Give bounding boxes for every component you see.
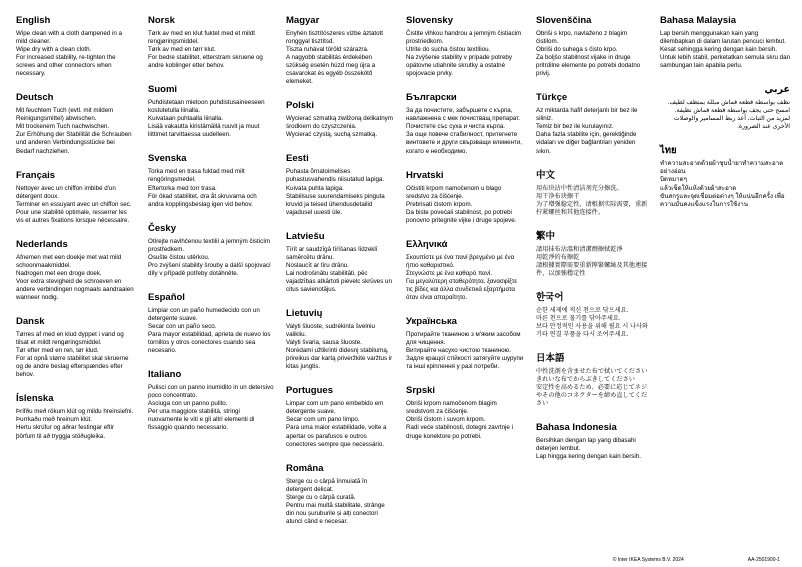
instruction-text: Kesat sehingga kering dengan kain bersih. <box>660 46 777 54</box>
language-section <box>148 85 274 139</box>
instruction-text: Протирайте тканиною з м'яким засобом для чищення. <box>406 331 521 347</box>
language-section <box>16 171 134 225</box>
instruction-text: Bersihkan dengan lap yang dibasahi deterjen lembut. <box>536 437 636 453</box>
instruction-text: 为了增强稳定性，请根据实际需要，重新拧紧螺丝和其他连接件。 <box>536 200 648 216</box>
instruction-text: บิดหมาดๆ <box>660 176 687 184</box>
instruction-text: Enyhén tisztítószeres vizbe áztatott ronggyal tisztítsd. <box>286 29 383 45</box>
instruction-text: Wycierać szmatką zwilżoną delikatnym środkiem do czyszczenia. <box>286 115 393 131</box>
language-title: Español <box>148 291 185 303</box>
language-title: Slovenščina <box>536 15 592 26</box>
instruction-text: Terminer en essuyant avec un chiffon sec. <box>16 200 132 208</box>
document-number: AA-2501900-1 <box>747 557 780 563</box>
instruction-text: Untuk lebih stabil, perketatkan semula skru dan sambungan lain apabila perlu. <box>660 54 791 70</box>
language-title: Italiano <box>148 369 182 381</box>
instruction-text: Wipe dry with a clean cloth. <box>16 46 92 54</box>
language-title: Français <box>16 169 56 181</box>
instruction-text: Prebrisati čistom krpom. <box>406 200 473 208</box>
instruction-text: 用干净布块擦干 <box>536 192 580 200</box>
language-title: Eesti <box>286 153 309 165</box>
language-section <box>406 240 524 302</box>
column-3 <box>286 16 394 541</box>
language-title: Norsk <box>148 15 175 26</box>
instruction-text: 安定性を高めるため、必要に応じてネジやその他のコネクターを締め直してください <box>536 384 648 408</box>
language-section <box>536 423 648 461</box>
instruction-text: Obriši s krpo, navlaženo z blagim čistilom. <box>536 29 628 45</box>
language-section <box>406 317 524 371</box>
instruction-text: نظف بواسطة قطعة قماش مبللة بمنظف لطيف. <box>667 99 790 107</box>
instruction-text: Σκουπίστε με ένα πανί βρεγμένο με ένα ήπιο καθαριστικό. <box>406 253 515 269</box>
instruction-text: Nettoyer avec un chiffon imbibé d'un détergent doux. <box>16 184 116 200</box>
instruction-text: Zur Erhöhung der Stabilität die Schrauben und anderen Verbindungsstücke bei Bedarf nachziehen. <box>16 131 132 155</box>
column-2 <box>148 16 274 448</box>
language-section <box>148 224 274 278</box>
instruction-text: Obriši krpom namočenom blagim sredstvom za čišćenje. <box>406 400 497 416</box>
language-section <box>286 464 394 526</box>
instruction-text: For bedre stabilitet, etterstram skruene og andre koblinger etter behov. <box>148 54 263 70</box>
language-title: 日本語 <box>536 353 565 365</box>
instruction-text: Tiszta ruhával töröld szárazra. <box>286 46 369 54</box>
language-title: 中文 <box>536 169 556 181</box>
language-title: Ελληνικά <box>406 238 448 250</box>
instruction-text: Secar com um pano limpo. <box>286 416 360 424</box>
instruction-text: Șterge cu o cârpă înmuiată în detergent delicat. <box>286 477 368 493</box>
instruction-text: Da biste povećali stabilnost, po potrebi ponovno pritegnite vijke i druge spojeve. <box>406 208 517 224</box>
instruction-text: Витирайте насухо чистою тканиною. <box>406 347 511 355</box>
language-title: Latviešu <box>286 230 325 242</box>
instruction-text: Limpiar con un paño humedecido con un detergente suave. <box>148 306 260 322</box>
language-title: Srpski <box>406 385 436 397</box>
language-title: Nederlands <box>16 238 68 250</box>
instruction-text: Pro zvýšení stability šrouby a další spojovací díly v případě potřeby dotáhněte. <box>148 261 271 277</box>
instruction-text: For increased stability, re-tighten the screws and other connectors when necessary. <box>16 54 116 78</box>
language-section <box>286 101 394 139</box>
instruction-text: Þurrkaðu með hreinum klút. <box>16 416 93 424</box>
language-section <box>536 232 648 278</box>
instruction-text: Per una maggiore stabilità, stringi nuovamente le viti e gli altri elementi di fissaggio quando necessario. <box>148 408 255 432</box>
instruction-text: Afnemen met een doekje met wat mild schoonmaakmiddel. <box>16 253 122 269</box>
language-title: Hrvatski <box>406 169 444 181</box>
instruction-text: แล้วเช็ดให้แห้งด้วยผ้าสะอาด <box>660 184 737 192</box>
instruction-text: Почистете със суха и чиста кърпа. <box>406 123 505 131</box>
language-section <box>16 16 134 78</box>
instruction-text: Lai nodrošinātu stabilitāti, pēc vajadzības atkārtoti pievelc skrūves un citus savienotājus. <box>286 269 392 293</box>
language-section <box>406 16 524 78</box>
language-section <box>406 386 524 440</box>
language-section <box>16 93 134 155</box>
column-4 <box>406 16 524 456</box>
language-title: Български <box>406 92 457 104</box>
instruction-text: Για μεγαλύτερη σταθερότητα, ξανασφίξτε τις βίδες και άλλα συνδετικά εξαρτήματα όταν είναι απαραίτητο. <box>406 277 518 302</box>
instruction-text: 中性洗剤を含ませた布で拭いてください <box>536 368 648 376</box>
instruction-text: Osušte čistou utěrkou. <box>148 253 210 261</box>
language-title: Türkçe <box>536 92 568 104</box>
language-section <box>406 93 524 155</box>
language-title: Bahasa Malaysia <box>660 15 737 26</box>
instruction-text: ขันสกรูและจุดเชื่อมต่อต่างๆ ให้แน่นอีกครั้ง เพื่อความมั่นคงแข็งแรงในการใช้งาน <box>660 192 785 208</box>
instruction-text: Radi veće stabilnosti, dotegni zavrtnje i druge konektore po potrebi. <box>406 424 513 440</box>
language-title: Polski <box>286 100 314 112</box>
instruction-text: Wycierać czystą, suchą szmatką. <box>286 131 378 139</box>
language-title: Svenska <box>148 153 187 165</box>
language-section <box>286 154 394 216</box>
instruction-text: За още повече стабилност, притегнете винтовете и други свързващи елементи, когато е необходимо. <box>406 131 523 155</box>
instruction-text: 마른 천으로 물기를 닦아주세요. <box>536 314 621 322</box>
instruction-text: لمزيد من الثبات، أعد ربط المسامير والوصلات الأخرى عند الضرورة. <box>673 115 790 131</box>
instruction-text: Tør efter med en ren, tør klud. <box>16 347 99 355</box>
instruction-text: For at opnå større stabilitet skal skruerne og de andre beslag efterspændes efter behov. <box>16 355 129 379</box>
instruction-text: きれいな布でからぶきしてください <box>536 376 635 384</box>
instruction-text: Hertu skrúfur og aðrar festingar eftir þörfum til að tryggja stöðugleika. <box>16 424 115 440</box>
language-section <box>536 16 648 78</box>
instruction-text: Az miktarda hafif deterjanlı bir bez ile siliniz. <box>536 107 638 123</box>
instruction-text: Mit trockenem Tuch nachwischen. <box>16 123 110 131</box>
instruction-text: Valyti švaria, sausa šluoste. <box>286 339 362 347</box>
instruction-text: Wipe clean with a cloth dampened in a mild cleaner. <box>16 29 122 45</box>
instruction-text: Mit feuchtem Tuch (evtl. mit mildem Reinigungsmittel) abwischen. <box>16 107 114 123</box>
instruction-text: Temiz bir bez ile kurulayınız. <box>536 123 614 131</box>
instruction-text: Þrífðu með rökum klút og mildu hreinsiefni. <box>16 408 134 416</box>
language-section <box>148 370 274 432</box>
instruction-text: امسح حتى يجف بواسطة قطعة قماش نظيفة. <box>674 107 790 115</box>
footer <box>613 557 780 563</box>
instruction-text: Limpar com um pano embebido em detergente suave. <box>286 400 384 416</box>
instruction-text: За да почистите, забършете с кърпа, навлажнена с мек почистващ препарат. <box>406 107 520 123</box>
language-title: Suomi <box>148 84 178 96</box>
language-section <box>406 171 524 225</box>
language-section <box>660 16 790 70</box>
instruction-text: 請根據實際需要重新擰緊螺絲及其他連接件，以加強穩定性 <box>536 261 648 277</box>
instruction-text: Pour une stabilité optimale, resserrer les vis et autres fixations lorsque nécessaire. <box>16 208 130 224</box>
instruction-text: Za boljšo stabilnost vijake in druge pritrdilne elemente po potrebi dodatno privij. <box>536 54 641 78</box>
instruction-text: Lap hingga kering dengan kain bersih. <box>536 453 641 461</box>
instruction-text: Tørk av med en klut fuktet med et mildt rengjøringsmiddel. <box>148 29 255 45</box>
instruction-text: Utrite do sucha čistou textíliou. <box>406 46 491 54</box>
language-title: Portugues <box>286 385 333 397</box>
instruction-text: Puhasta õrnatoimelises puhastusvahendis niisutatud lapiga. <box>286 168 385 184</box>
language-title: Dansk <box>16 316 45 328</box>
language-title: عربي <box>764 84 790 96</box>
instruction-text: Torka med en trasa fuktad med milt rengöringsmedel. <box>148 168 245 184</box>
instruction-text: Tīrīt ar saudzīgā tīrīšanas līdzeklī samērcētu drānu. <box>286 245 378 261</box>
instruction-text: Norėdami užtikrinti didesnį stabilumą, prireikus dar kartą priveržkite varžtus ir kitas jungtis. <box>286 347 393 371</box>
instruction-text: Lisää vakautta kiristämällä ruuvit ja muut liittimet tarvittaessa uudelleen. <box>148 123 260 139</box>
language-title: Bahasa Indonesia <box>536 422 617 434</box>
instruction-text: Kuivataan puhtaalla liinalla. <box>148 115 223 123</box>
language-title: Slovensky <box>406 15 453 26</box>
column-1 <box>16 16 134 456</box>
language-section <box>16 317 134 379</box>
instruction-text: Para mayor estabilidad, aprieta de nuevo los tornillos y otros conectores cuando sea necesario. <box>148 331 271 355</box>
instruction-text: 보다 안정적인 사용을 위해 필요 시 나사와 기타 연결 부품을 다시 조여주세요. <box>536 322 648 339</box>
instruction-text: Lap bersih menggunakan kain yang dilembapkan di dalam larutan pencuci lembut. <box>660 29 786 45</box>
instruction-text: Daha fazla stabilite için, gerektiğinde vidaları ve diğer bağlantıları yeniden sıkın. <box>536 131 637 155</box>
instruction-text: ทำความสะอาดด้วยผ้าชุบน้ำยาทำความสะอาดอย่างอ่อน <box>660 160 784 176</box>
instruction-text: 用布块沾中性清洁剂充分擦洗。 <box>536 184 623 192</box>
language-title: Lietuvių <box>286 308 323 320</box>
language-section <box>536 93 648 155</box>
instruction-text: Pulisci con un panno inumidito in un detersivo poco concentrato. <box>148 384 274 400</box>
instruction-text: Stabiilsuse suurendamiseks pinguta kruvid ja teised ühendusdetailid vajadusel uuesti üle. <box>286 192 385 216</box>
language-title: Româna <box>286 462 324 474</box>
instruction-text: 순한 세제에 적신 천으로 닦으세요. <box>536 306 629 314</box>
instruction-text: Voor extra stevigheid de schroeven en andere verbindingen nogmaals aandraaien wanneer nodig. <box>16 277 134 302</box>
language-section <box>660 85 790 131</box>
copyright-text: © Inter IKEA Systems B.V. 2024 <box>612 557 684 563</box>
instruction-text: Στεγνώστε με ένα καθαρό πανί. <box>406 269 492 277</box>
instruction-text: Obriši čistom i suvom krpom. <box>406 416 486 424</box>
column-6 <box>660 16 790 224</box>
language-title: Deutsch <box>16 92 54 104</box>
language-section <box>286 386 394 448</box>
language-title: Česky <box>148 222 176 234</box>
language-section <box>148 293 274 355</box>
instruction-text: Asciuga con un panno pulito. <box>148 400 228 408</box>
language-section <box>660 146 790 208</box>
language-section <box>286 232 394 294</box>
instruction-text: Noslaucīt ar tīru drānu. <box>286 261 349 269</box>
instruction-text: Tørres af med en klud dyppet i vand og tilsat et mildt rengøringsmiddel. <box>16 331 124 347</box>
instruction-text: Otírejte navlhčenou textilií a jemným čisticím prostředkem. <box>148 237 271 253</box>
instruction-text: Nadrogen met een droge doek. <box>16 269 102 277</box>
language-section <box>148 154 274 208</box>
language-section <box>148 16 274 70</box>
instruction-text: Șterge cu o cârpă curată. <box>286 493 356 501</box>
language-section <box>286 309 394 371</box>
instruction-text: Eftertorka med torr trasa. <box>148 184 217 192</box>
instruction-text: Para uma maior estabilidade, volte a apertar os parafusos e outros conectores sempre que necessário. <box>286 424 387 448</box>
instruction-text: Secar con un paño seco. <box>148 322 217 330</box>
instruction-text: Tørk av med en tørr klut. <box>148 46 216 54</box>
language-title: English <box>16 15 51 26</box>
instruction-text: Pentru mai multă stabilitate, strânge din nou șuruburile și alți conectori atunci când e necesar. <box>286 501 385 525</box>
instruction-text: Valyti šluoste, sudrėkinta švelniu valikliu. <box>286 322 375 339</box>
instruction-text: Čistite vlhkou handrou a jemným čistiacim prostriedkom. <box>406 29 522 45</box>
language-section <box>536 171 648 217</box>
language-section <box>536 354 648 408</box>
instruction-text: Očistiti krpom namočenom u blago sredstvo za čišćenje. <box>406 184 502 200</box>
language-section <box>16 394 134 440</box>
instruction-text: 用乾淨的布擦乾 <box>536 253 580 261</box>
instruction-text: 請用抹布沾溫和清潔劑擦拭乾淨 <box>536 245 623 253</box>
language-section <box>16 240 134 302</box>
instruction-text: Na zvýšenie stability v prípade potreby opätovne utiahnite skrutky a ostatné spojovacie prvky. <box>406 54 512 78</box>
instruction-text: Kuivata puhta lapiga. <box>286 184 344 192</box>
language-title: 한국어 <box>536 291 564 303</box>
language-title: Íslenska <box>16 393 54 405</box>
language-title: Українська <box>406 316 457 328</box>
language-title: Magyar <box>286 15 320 26</box>
instruction-text: A nagyobb stabilitás érdekében szükség esetén húzd meg újra a csavarokat és egyéb összekötő elemeket. <box>286 54 376 86</box>
instruction-text: Obriši do suhega s čisto krpo. <box>536 46 618 54</box>
language-section <box>536 293 648 339</box>
instruction-text: För ökad stabilitet, dra åt skruvarna och andra kopplingsbeslag igen vid behov. <box>148 192 257 208</box>
instruction-text: Задля кращої стійкості затягуйте шурупи та інші кріплення у разі потреби. <box>406 355 524 371</box>
language-title: ไทย <box>660 145 677 157</box>
instruction-text: Puhdistetaan mietoon puhdistusaineeseen kostutetulla liinalla. <box>148 99 265 115</box>
column-5 <box>536 16 648 476</box>
language-title: 繁中 <box>536 230 556 242</box>
language-section <box>286 16 394 86</box>
